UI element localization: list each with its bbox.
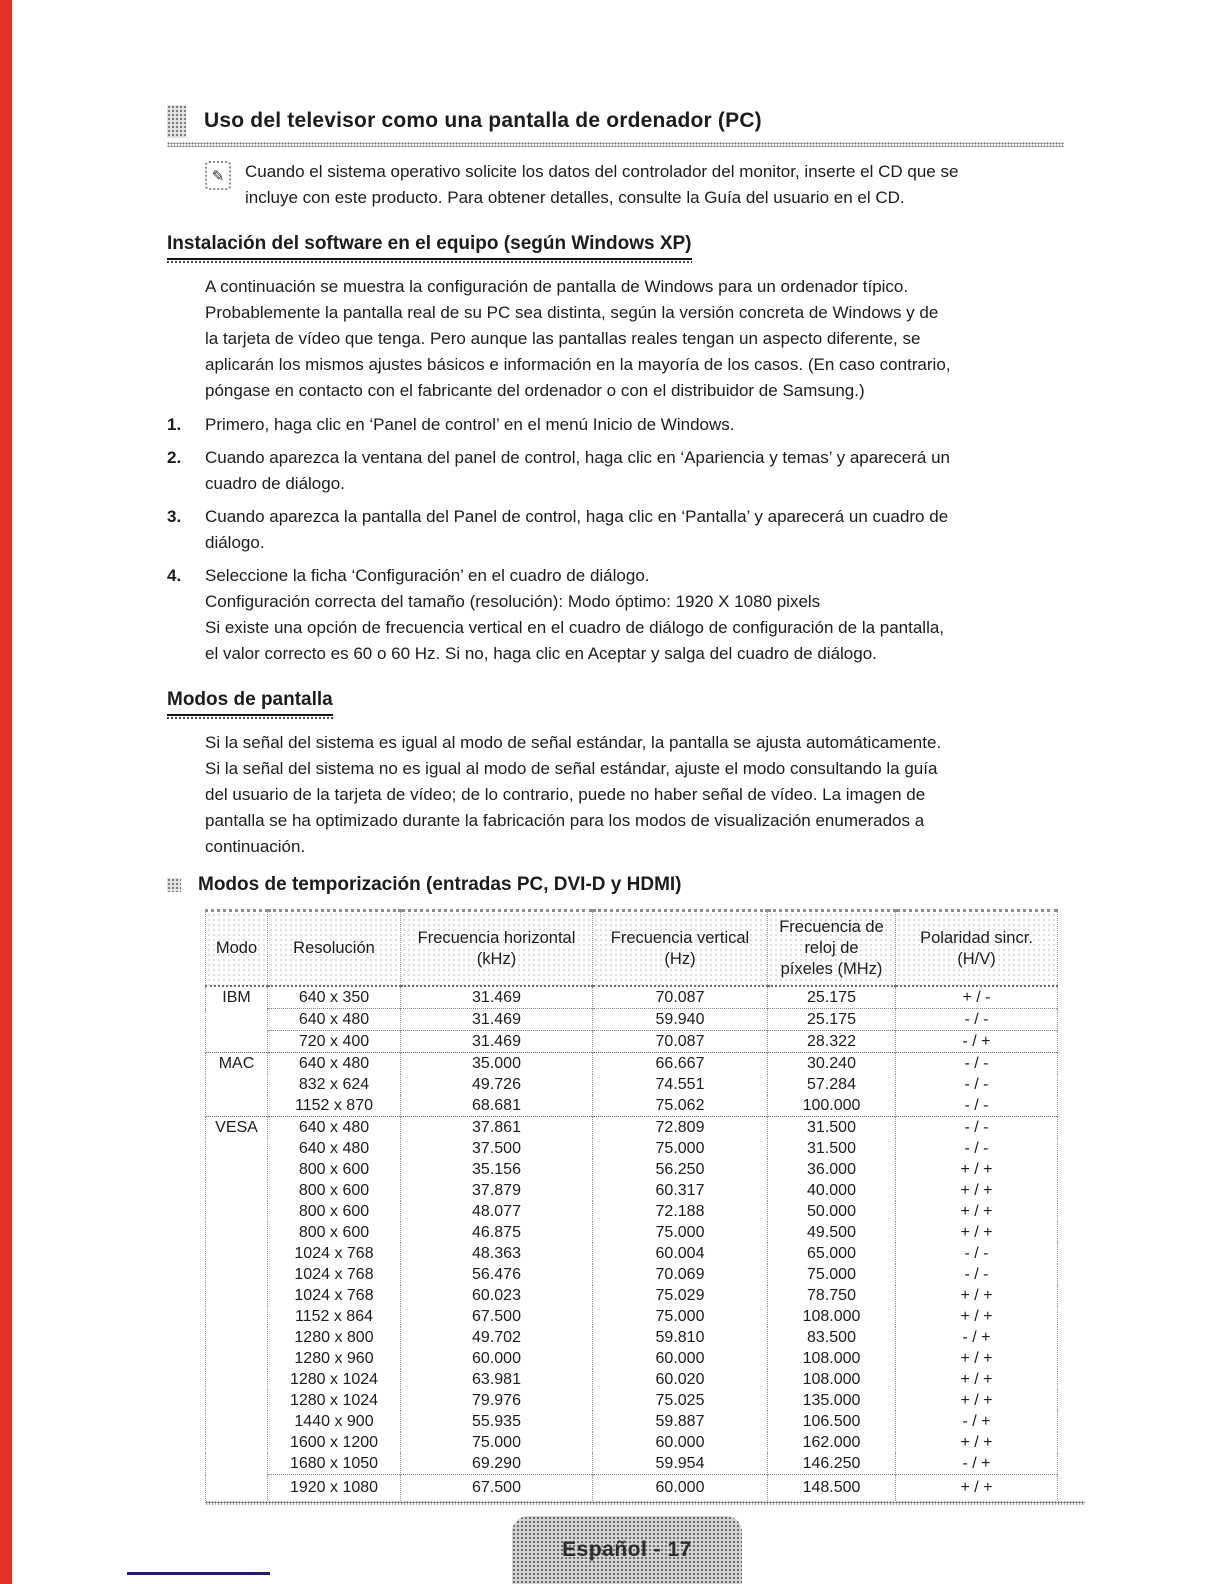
v-frequency-cell: 66.667 [593,1053,768,1075]
table-row [206,1432,1058,1453]
table-row [206,1453,1058,1475]
polarity-cell: - / - [896,1264,1058,1285]
pixel-clock-cell: 108.000 [768,1369,896,1390]
text-line: Cuando aparezca la ventana del panel de control, haga clic en ‘Apariencia y temas’ y aparecerá un [205,448,951,467]
resolution-cell: 1440 x 900 [268,1411,401,1432]
pixel-clock-cell: 135.000 [768,1390,896,1411]
resolution-cell: 1152 x 864 [268,1306,401,1327]
table-row [206,1222,1058,1243]
polarity-cell: - / + [896,1031,1058,1053]
timing-subsection-header [167,874,1064,896]
table-row [206,1095,1058,1117]
text-line: Modo [215,939,258,957]
pixel-clock-cell: 148.500 [768,1475,896,1502]
col-header-vertical-frequency [593,911,768,987]
text-line: continuación. [205,837,306,856]
v-frequency-cell: 60.004 [593,1243,768,1264]
pixel-clock-cell: 36.000 [768,1159,896,1180]
h-frequency-cell: 67.500 [401,1306,593,1327]
timing-modes-table [205,909,1058,1501]
step-text [205,563,944,667]
pixel-clock-cell: 100.000 [768,1095,896,1117]
resolution-cell: 640 x 480 [268,1138,401,1159]
resolution-cell: 1680 x 1050 [268,1453,401,1475]
numbered-step [167,412,1064,438]
polarity-cell: - / - [896,1009,1058,1031]
numbered-step [167,445,1064,497]
note-text [245,159,958,211]
polarity-cell: - / + [896,1411,1058,1432]
step-number: 3. [167,507,182,526]
h-frequency-cell: 63.981 [401,1369,593,1390]
table-row [206,1201,1058,1222]
v-frequency-cell: 74.551 [593,1074,768,1095]
table-bottom-rule [205,1501,1085,1505]
v-frequency-cell: 75.000 [593,1222,768,1243]
pixel-clock-cell: 57.284 [768,1074,896,1095]
resolution-cell: 1024 x 768 [268,1264,401,1285]
v-frequency-cell: 72.809 [593,1117,768,1139]
table-row [206,1159,1058,1180]
polarity-cell: + / + [896,1201,1058,1222]
text-line: Resolución [293,939,375,957]
table-row [206,1009,1058,1031]
polarity-cell: + / + [896,1306,1058,1327]
table-row [206,1369,1058,1390]
page-number-label: Español - 17 [562,1538,692,1561]
polarity-cell: + / + [896,1475,1058,1502]
text-line: (H/V) [957,949,996,968]
square-bullet-icon [167,878,181,892]
pixel-clock-cell: 65.000 [768,1243,896,1264]
numbered-step [167,504,1064,556]
text-line: Primero, haga clic en ‘Panel de control’ en el menú Inicio de Windows. [205,415,735,434]
v-frequency-cell: 75.029 [593,1285,768,1306]
text-line: (kHz) [476,949,517,968]
polarity-cell: + / + [896,1222,1058,1243]
v-frequency-cell: 60.000 [593,1475,768,1502]
v-frequency-cell: 75.000 [593,1306,768,1327]
pixel-clock-cell: 106.500 [768,1411,896,1432]
polarity-cell: - / - [896,1117,1058,1139]
polarity-cell: + / + [896,1180,1058,1201]
note-block [205,159,1064,211]
v-frequency-cell: 70.087 [593,1031,768,1053]
text-line: Cuando el sistema operativo solicite los datos del controlador del monitor, inserte el CD que se [245,162,959,181]
h-frequency-cell: 68.681 [401,1095,593,1117]
h-frequency-cell: 79.976 [401,1390,593,1411]
polarity-cell: - / - [896,1138,1058,1159]
v-frequency-cell: 70.087 [593,986,768,1009]
page-footer-badge [512,1516,742,1584]
table-row [206,1074,1058,1095]
text-line: pantalla se ha optimizado durante la fabricación para los modos de visualización enumerados a [205,811,925,830]
h-frequency-cell: 69.290 [401,1453,593,1475]
h-frequency-cell: 55.935 [401,1411,593,1432]
numbered-step [167,563,1064,667]
table-row [206,1117,1058,1139]
text-line: Frecuencia de [779,918,884,936]
text-line: Configuración correcta del tamaño (resolución): Modo óptimo: 1920 X 1080 pixels [205,592,821,611]
h-frequency-cell: 37.861 [401,1117,593,1139]
pixel-clock-cell: 108.000 [768,1306,896,1327]
polarity-cell: + / - [896,986,1058,1009]
resolution-cell: 1280 x 1024 [268,1369,401,1390]
h-frequency-cell: 67.500 [401,1475,593,1502]
text-line: diálogo. [205,533,265,552]
text-line: reloj de [804,939,859,957]
text-line: píxeles (MHz) [780,960,883,978]
text-line: Polaridad sincr. [920,928,1033,947]
h-frequency-cell: 56.476 [401,1264,593,1285]
page-title: Uso del televisor como una pantalla de ordenador (PC) [204,109,762,132]
pixel-clock-cell: 83.500 [768,1327,896,1348]
polarity-cell: - / + [896,1453,1058,1475]
table-row [206,1053,1058,1075]
pixel-clock-cell: 31.500 [768,1138,896,1159]
v-frequency-cell: 75.025 [593,1390,768,1411]
pixel-clock-cell: 25.175 [768,986,896,1009]
text-line: la tarjeta de vídeo que tenga. Pero aunque las pantallas reales tengan un aspecto diferente, se [205,329,921,348]
table-row [206,1285,1058,1306]
resolution-cell: 640 x 480 [268,1117,401,1139]
v-frequency-cell: 60.317 [593,1180,768,1201]
section-heading-install-text: Instalación del software en el equipo (según Windows XP) [167,233,692,260]
v-frequency-cell: 70.069 [593,1264,768,1285]
polarity-cell: + / + [896,1348,1058,1369]
step-text [205,445,950,497]
v-frequency-cell: 56.250 [593,1159,768,1180]
text-line: el valor correcto es 60 o 60 Hz. Si no, haga clic en Aceptar y salga del cuadro de diálogo. [205,644,877,663]
resolution-cell: 800 x 600 [268,1180,401,1201]
pixel-clock-cell: 108.000 [768,1348,896,1369]
pixel-clock-cell: 78.750 [768,1285,896,1306]
col-header-resolution [268,911,401,987]
h-frequency-cell: 46.875 [401,1222,593,1243]
col-header-sync-polarity [896,911,1058,987]
text-line: incluye con este producto. Para obtener detalles, consulte la Guía del usuario en el CD. [245,188,905,207]
chapter-title-bar [167,103,1064,139]
pixel-clock-cell: 49.500 [768,1222,896,1243]
step-text [205,412,734,438]
v-frequency-cell: 59.954 [593,1453,768,1475]
step-number: 2. [167,448,182,467]
timing-table-header [206,911,1058,987]
table-row [206,1031,1058,1053]
pixel-clock-cell: 28.322 [768,1031,896,1053]
text-line: Cuando aparezca la pantalla del Panel de control, haga clic en ‘Pantalla’ y aparecerá un cuadro de [205,507,949,526]
table-row [206,1180,1058,1201]
h-frequency-cell: 31.469 [401,1031,593,1053]
h-frequency-cell: 31.469 [401,986,593,1009]
v-frequency-cell: 75.062 [593,1095,768,1117]
polarity-cell: - / - [896,1053,1058,1075]
table-row [206,1264,1058,1285]
resolution-cell: 1600 x 1200 [268,1432,401,1453]
polarity-cell: + / + [896,1390,1058,1411]
v-frequency-cell: 60.000 [593,1348,768,1369]
modes-paragraph [205,730,1064,860]
resolution-cell: 1152 x 870 [268,1095,401,1117]
text-line: Seleccione la ficha ‘Configuración’ en el cuadro de diálogo. [205,566,650,585]
table-row [206,1411,1058,1432]
polarity-cell: - / + [896,1327,1058,1348]
resolution-cell: 800 x 600 [268,1201,401,1222]
resolution-cell: 1024 x 768 [268,1243,401,1264]
resolution-cell: 1280 x 800 [268,1327,401,1348]
pixel-clock-cell: 40.000 [768,1180,896,1201]
text-line: (Hz) [664,949,696,968]
resolution-cell: 1920 x 1080 [268,1475,401,1502]
text-line: Frecuencia vertical [610,928,750,947]
h-frequency-cell: 75.000 [401,1432,593,1453]
table-row [206,1475,1058,1502]
section-heading-install [167,233,1064,260]
step-text [205,504,948,556]
text-line: Si existe una opción de frecuencia vertical en el cuadro de diálogo de configuración de la pantalla, [205,618,945,637]
install-paragraph [205,274,1064,404]
polarity-cell: + / + [896,1432,1058,1453]
h-frequency-cell: 60.000 [401,1348,593,1369]
polarity-cell: - / - [896,1243,1058,1264]
text-line: Si la señal del sistema es igual al modo de señal estándar, la pantalla se ajusta automáticamente. [205,733,942,752]
h-frequency-cell: 48.363 [401,1243,593,1264]
v-frequency-cell: 60.020 [593,1369,768,1390]
v-frequency-cell: 75.000 [593,1138,768,1159]
pixel-clock-cell: 30.240 [768,1053,896,1075]
polarity-cell: + / + [896,1159,1058,1180]
text-line: aplicarán los mismos ajustes básicos e información en la mayoría de los casos. (En caso contrario, [205,355,951,374]
h-frequency-cell: 35.156 [401,1159,593,1180]
resolution-cell: 720 x 400 [268,1031,401,1053]
polarity-cell: + / + [896,1369,1058,1390]
resolution-cell: 640 x 480 [268,1053,401,1075]
col-header-pixel-clock [768,911,896,987]
step-number: 1. [167,415,182,434]
text-line: del usuario de la tarjeta de vídeo; de lo contrario, puede no haber señal de vídeo. La imagen de [205,785,926,804]
pencil-note-icon: ✎ [205,161,231,190]
table-row [206,1243,1058,1264]
pixel-clock-cell: 25.175 [768,1009,896,1031]
table-row [206,986,1058,1009]
v-frequency-cell: 59.810 [593,1327,768,1348]
table-row [206,1327,1058,1348]
pixel-clock-cell: 75.000 [768,1264,896,1285]
polarity-cell: - / - [896,1074,1058,1095]
v-frequency-cell: 60.000 [593,1432,768,1453]
title-marker-square [167,105,186,138]
v-frequency-cell: 59.887 [593,1411,768,1432]
h-frequency-cell: 60.023 [401,1285,593,1306]
col-header-horizontal-frequency [401,911,593,987]
title-underline-rule [167,142,1064,147]
h-frequency-cell: 31.469 [401,1009,593,1031]
pixel-clock-cell: 50.000 [768,1201,896,1222]
section-heading-modes-text: Modos de pantalla [167,689,333,716]
col-header-mode [206,911,268,987]
mode-group-label: MAC [206,1053,268,1117]
table-row [206,1138,1058,1159]
section-heading-modes [167,689,1064,716]
v-frequency-cell: 72.188 [593,1201,768,1222]
step-number: 4. [167,566,182,585]
polarity-cell: - / - [896,1095,1058,1117]
pixel-clock-cell: 146.250 [768,1453,896,1475]
resolution-cell: 800 x 600 [268,1159,401,1180]
h-frequency-cell: 37.500 [401,1138,593,1159]
page-content [167,0,1064,1505]
footer-navy-line [127,1572,270,1575]
h-frequency-cell: 49.726 [401,1074,593,1095]
text-line: cuadro de diálogo. [205,474,345,493]
resolution-cell: 1280 x 1024 [268,1390,401,1411]
resolution-cell: 832 x 624 [268,1074,401,1095]
pixel-clock-cell: 162.000 [768,1432,896,1453]
table-row [206,1306,1058,1327]
h-frequency-cell: 48.077 [401,1201,593,1222]
install-steps [167,412,1064,667]
mode-group-label: IBM [206,986,268,1053]
text-line: Probablemente la pantalla real de su PC sea distinta, según la versión concreta de Windows y de [205,303,939,322]
timing-table-body [206,986,1058,1501]
timing-subsection-title: Modos de temporización (entradas PC, DVI-D y HDMI) [198,874,682,895]
resolution-cell: 800 x 600 [268,1222,401,1243]
h-frequency-cell: 49.702 [401,1327,593,1348]
text-line: Si la señal del sistema no es igual al modo de señal estándar, ajuste el modo consultando la guía [205,759,938,778]
table-row [206,1390,1058,1411]
resolution-cell: 640 x 480 [268,1009,401,1031]
v-frequency-cell: 59.940 [593,1009,768,1031]
h-frequency-cell: 37.879 [401,1180,593,1201]
polarity-cell: + / + [896,1285,1058,1306]
table-row [206,1348,1058,1369]
resolution-cell: 1024 x 768 [268,1285,401,1306]
pixel-clock-cell: 31.500 [768,1117,896,1139]
mode-group-label: VESA [206,1117,268,1502]
text-line: A continuación se muestra la configuración de pantalla de Windows para un ordenador típico. [205,277,909,296]
resolution-cell: 1280 x 960 [268,1348,401,1369]
resolution-cell: 640 x 350 [268,986,401,1009]
h-frequency-cell: 35.000 [401,1053,593,1075]
text-line: póngase en contacto con el fabricante del ordenador o con el distribuidor de Samsung.) [205,381,865,400]
page-edge-red-bar [0,0,12,1584]
text-line: Frecuencia horizontal [417,928,576,947]
